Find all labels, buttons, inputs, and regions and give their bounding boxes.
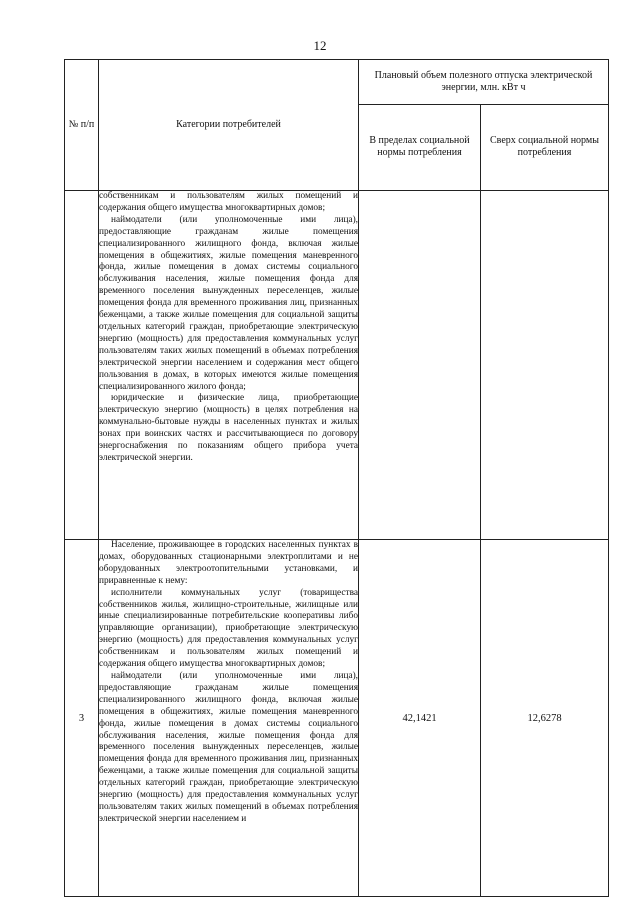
value-over-norm: 12,6278	[481, 540, 609, 897]
page-number: 12	[313, 38, 327, 53]
category-paragraph: исполнители коммунальных услуг (товарищества собственников жилья, жилищно-строительные, жилищные или иные специализированные потребительские кооперативы либо управляющие организации), приобретающие электрическую энергию (мощность) для предоставления коммунальных услуг собственникам и пользователям жилых помещений и содержания общего имущества многоквартирных домов;	[99, 587, 358, 670]
category-paragraph: наймодатели (или уполномоченные ими лица), предоставляющие гражданам жилые помещения специализированного жилищного фонда, включая жилые помещения в общежитиях, жилые помещения маневренного фонда, жилые помещения в домах системы социального обслуживания населения, жилые помещения фонда для временного поселения вынужденных переселенцев, жилые помещения фонда для временного проживания лиц, признанных беженцами, а также жилые помещения для социальной защиты отдельных категорий граждан, приобретающие электрическую энергию (мощность) для предоставления коммунальных услуг пользователям таких жилых помещений в объемах потребления электрической энергии населением и	[99, 670, 358, 824]
table-row	[65, 540, 609, 897]
category-paragraph: Население, проживающее в городских населенных пунктах в домах, оборудованных стационарными электроплитами и не оборудованных электроотопительными установками, и приравненные к нему:	[99, 540, 358, 586]
category-description	[99, 540, 359, 897]
value-within-norm	[359, 191, 481, 540]
row-number: 3	[65, 540, 99, 897]
header-within-norm: В пределах социальной нормы потребления	[359, 104, 481, 190]
table-row	[65, 191, 609, 540]
header-category: Категории потребителей	[99, 60, 359, 191]
header-planned-volume: Плановый объем полезного отпуска электрической энергии, млн. кВт ч	[359, 60, 609, 105]
consumer-volume-table	[64, 59, 609, 897]
value-over-norm	[481, 191, 609, 540]
category-paragraph: собственникам и пользователям жилых помещений и содержания общего имущества многоквартирных домов;	[99, 191, 358, 213]
category-description	[99, 191, 359, 540]
value-within-norm: 42,1421	[359, 540, 481, 897]
category-paragraph: юридические и физические лица, приобретающие электрическую энергию (мощность) в целях потребления на коммунально-бытовые нужды в населенных пунктах и жилых зонах при воинских частях и рассчитывающиеся по договору энергоснабжения по показаниям общего прибора учета электрической энергии.	[99, 393, 358, 463]
category-paragraph: наймодатели (или уполномоченные ими лица), предоставляющие гражданам жилые помещения специализированного жилищного фонда, включая жилые помещения в общежитиях, жилые помещения маневренного фонда, жилые помещения в домах системы социального обслуживания населения, жилые помещения фонда для временного поселения вынужденных переселенцев, жилые помещения фонда для временного проживания лиц, признанных беженцами, а также жилые помещения для социальной защиты отдельных категорий граждан, приобретающие электрическую энергию (мощность) для предоставления коммунальных услуг пользователям таких жилых помещений в объемах потребления электрической энергии населением и содержания мест общего пользования в домах, в которых имеются жилые помещения специализированного жилого фонда;	[99, 214, 358, 392]
header-over-norm: Сверх социальной нормы потребления	[481, 104, 609, 190]
header-number: № п/п	[65, 60, 99, 191]
row-number	[65, 191, 99, 540]
